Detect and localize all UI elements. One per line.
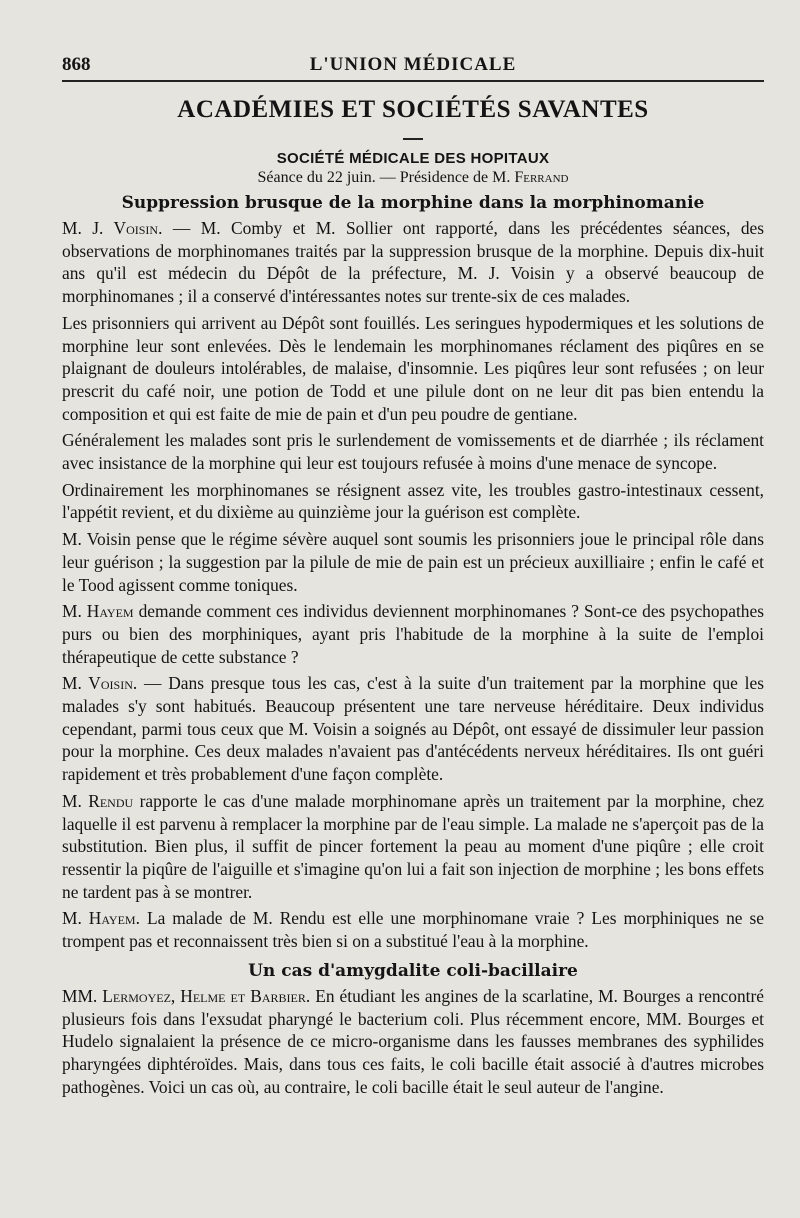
paragraph: [62, 429, 764, 474]
paragraph-text: M. Voisin pense que le régime sévère auquel sont soumis les prisonniers joue le principal rôle dans leur guérison ; la suggestion par la pilule de mie de pain est un précieux auxilliaire ; enfin le café et le Tood agissent comme toniques.: [62, 529, 764, 595]
speaker-name: M. Rendu: [62, 790, 134, 811]
paragraph: [62, 985, 764, 1099]
paragraph: [62, 907, 764, 952]
speaker-name: M. Hayem.: [62, 908, 140, 929]
paragraph-text: — Dans presque tous les cas, c'est à la suite d'un traitement par la morphine que les malades s'y sont habitués. Beaucoup présentent une tare nerveuse héréditaire. Deux individus cependant, parmi tous ceux que M. Voisin a soignés au Dépôt, ont essayé de dissimuler leur passion pour la morphine. Ces deux malades n'avaient pas d'antécédents nerveux héréditaires. Ils ont guéri rapidement et très probablement d'une façon complète.: [62, 673, 764, 785]
article-body-second: [62, 985, 764, 1099]
paragraph-text: Ordinairement les morphinomanes se résignent assez vite, les troubles gastro-intestinaux cessent, l'appétit revient, et du dixième au quinzième jour la guérison est complète.: [62, 479, 764, 523]
journal-title: L'UNION MÉDICALE: [309, 54, 517, 75]
paragraph: [62, 600, 764, 668]
paragraph-text: rapporte le cas d'une malade morphinomane après un traitement par la morphine, chez laquelle il est parvenu à remplacer la morphine par de l'eau simple. La malade ne s'aperçoit pas de la substitution. Bien plus, il suffit de pincer fortement la peau au moment d'une piqûre ; elle croit ressentir la piqûre de l'aiguille et s'imagine qu'on lui a fait son injection de morphine ; les bons effets ne tardent pas à se montrer.: [62, 790, 764, 902]
session-president: Ferrand: [514, 169, 569, 186]
paragraph: [62, 528, 764, 596]
divider: [403, 138, 423, 140]
paragraph: [62, 672, 764, 786]
speaker-name: MM. Lermoyez, Helme et Barbier.: [62, 985, 311, 1006]
paragraph: [62, 217, 764, 308]
paragraph-text: Généralement les malades sont pris le surlendement de vomissements et de diarrhée ; ils réclament avec insistance de la morphine qui leur est toujours refusée à moins d'une menace de syncope.: [62, 430, 764, 474]
paragraph: [62, 312, 764, 426]
paragraph-text: La malade de M. Rendu est elle une morphinomane vraie ? Les morphiniques ne se trompent pas et reconnaissent très bien si on a substitué l'eau à la morphine.: [62, 908, 765, 952]
paragraph-text: Les prisonniers qui arrivent au Dépôt sont fouillés. Les seringues hypodermiques et les solutions de morphine leur sont enlevées. Dès le lendemain les morphinomanes réclament des piqûres en se plaignant de douleurs intolérables, de malaise, d'insomnie. Les piqûres leur sont refusées ; on leur prescrit du café noir, une potion de Todd et une pilule dont on ne leur dit pas bien entendu la composition et qui est faite de mie de pain et d'un peu poudre de gentiane.: [62, 312, 764, 424]
speaker-name: M. Voisin.: [62, 673, 138, 694]
running-header: [62, 50, 764, 82]
speaker-name: M. J. Voisin.: [62, 218, 163, 238]
session-line: [62, 169, 764, 187]
article-title: Suppression brusque de la morphine dans la morphinomanie: [121, 193, 705, 213]
session-prefix: Séance du 22 juin. — Présidence de M.: [257, 169, 511, 186]
article-title-second: Un cas d'amygdalite coli-bacillaire: [248, 960, 578, 981]
paragraph: [62, 790, 764, 904]
paragraph-text: En étudiant les angines de la scarlatine, M. Bourges a rencontré plusieurs fois dans l'exsudat pharyngé le bacterium coli. Plus récemment encore, MM. Bourges et Hudelo signalaient la présence de ce micro-organisme dans les fausses membranes des syphilides pharyngées diphtéroïdes. Mais, dans tous ces faits, le coli bacille était associé à d'autres microbes pathogènes. Voici un cas où, au contraire, le coli bacille était le seul auteur de l'angine.: [62, 985, 764, 1097]
page-number: 868: [62, 54, 91, 75]
society-heading: SOCIÉTÉ MÉDICALE DES HOPITAUX: [276, 150, 550, 167]
paragraph: [62, 479, 764, 524]
section-title: ACADÉMIES ET SOCIÉTÉS SAVANTES: [177, 96, 649, 123]
article-body: [62, 217, 764, 953]
paragraph-text: demande comment ces individus deviennent morphinomanes ? Sont-ce des psychopathes purs ou bien des morphiniques, ayant pris l'habitude de la morphine à la suite de l'emploi thérapeutique de cette substance ?: [62, 601, 764, 667]
speaker-name: M. Hayem: [62, 601, 134, 622]
paragraph-text: — M. Comby et M. Sollier ont rapporté, dans les précédentes séances, des observations de morphinomanes traités par la suppression brusque de la morphine. Depuis dix-huit ans qu'il est médecin du Dépôt de la préfecture, M. J. Voisin y a observé beaucoup de morphinomanes ; il a conservé d'intéressantes notes sur trente-six de ces malades.: [62, 218, 765, 307]
